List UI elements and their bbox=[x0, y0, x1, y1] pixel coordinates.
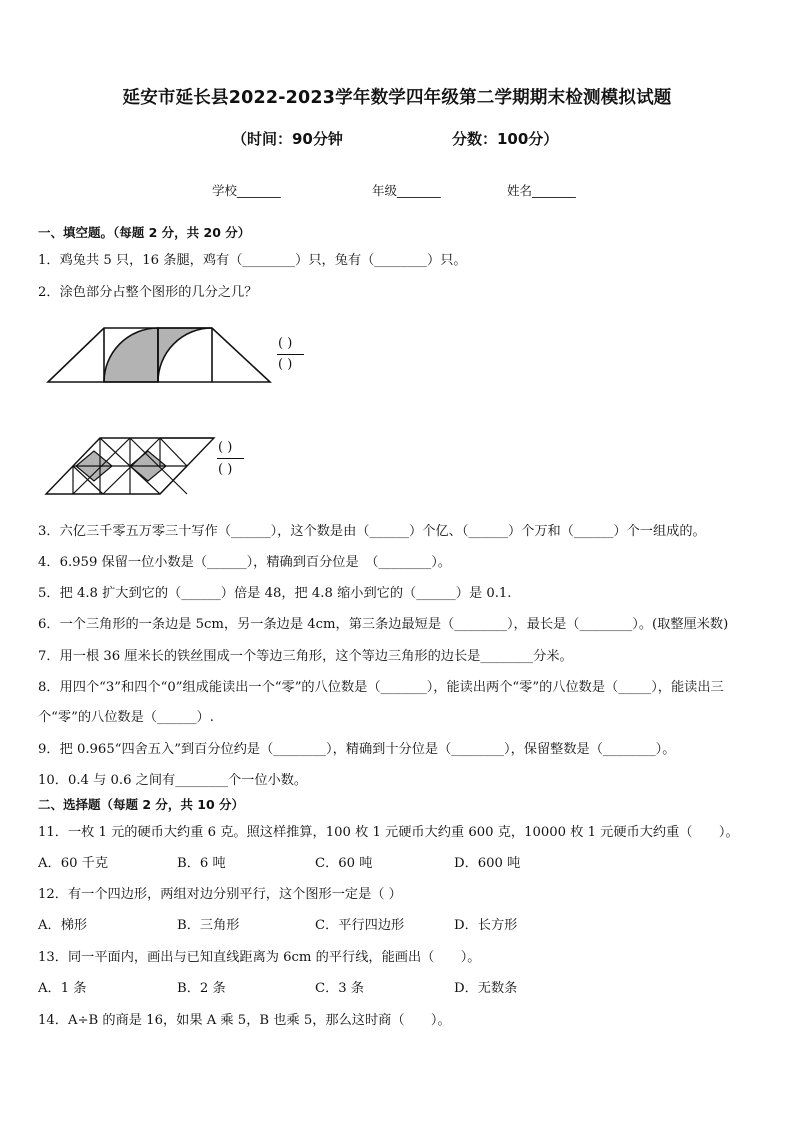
q12-option-a: A．梯形 bbox=[38, 918, 88, 933]
section-fill-blank-heading: 一、填空题。（每题 2 分，共 20 分） bbox=[38, 225, 251, 240]
fraction-bar-2 bbox=[217, 458, 244, 459]
question-2: 2．涂色部分占整个图形的几分之几？ bbox=[38, 285, 258, 300]
question-1: 1．鸡兔共 5 只，16 条腿，鸡有（________）只，兔有（________）只。 bbox=[38, 253, 467, 268]
question-12: 12．有一个四边形，两组对边分别平行，这个图形一定是（ ） bbox=[38, 887, 402, 902]
page-title: 延安市延长县2022-2023学年数学四年级第二学期期末检测模拟试题 bbox=[122, 88, 672, 108]
question-8-continued: 个“零”的八位数是（______）. bbox=[38, 710, 214, 725]
q13-option-c: C．3 条 bbox=[315, 981, 365, 996]
question-5: 5．把 4.8 扩大到它的（______）倍是 48，把 4.8 缩小到它的（______）是 0.1. bbox=[38, 586, 512, 601]
question-8: 8．用四个“3”和四个“0”组成能读出一个“零”的八位数是（_______），能读出两个“零”的八位数是（_____），能读出三 bbox=[38, 680, 724, 695]
q11-option-d: D．600 吨 bbox=[454, 856, 521, 871]
fraction-bar-1 bbox=[277, 354, 304, 355]
q13-option-d: D．无数条 bbox=[454, 981, 518, 996]
q12-option-b: B．三角形 bbox=[177, 918, 240, 933]
answer-fraction-1-numerator: ( ) bbox=[278, 336, 293, 351]
exam-score: 分数：100分） bbox=[452, 130, 559, 148]
question-6: 6．一个三角形的一条边是 5cm，另一条边是 4cm，第三条边最短是（________），最长是（________）。(取整厘米数) bbox=[38, 617, 729, 632]
q13-option-b: B．2 条 bbox=[177, 981, 226, 996]
trapezoid-figure bbox=[40, 320, 280, 390]
q12-option-c: C．平行四边形 bbox=[315, 918, 405, 933]
answer-fraction-2-denominator: ( ) bbox=[218, 462, 233, 477]
q11-option-b: B．6 吨 bbox=[177, 856, 226, 871]
question-14: 14．A÷B 的商是 16，如果 A 乘 5，B 也乘 5，那么这时商（ ）。 bbox=[38, 1013, 451, 1028]
name-field: 姓名_______ bbox=[507, 183, 576, 198]
grade-field: 年级_______ bbox=[372, 183, 441, 198]
question-4: 4．6.959 保留一位小数是（______），精确到百分位是 （________）。 bbox=[38, 555, 451, 570]
answer-fraction-2-numerator: ( ) bbox=[218, 440, 233, 455]
q12-option-d: D．长方形 bbox=[454, 918, 518, 933]
parallelogram-figure bbox=[40, 430, 220, 500]
question-3: 3．六亿三千零五万零三十写作（______），这个数是由（______）个亿、（______）个万和（______）个一组成的。 bbox=[38, 524, 706, 539]
answer-fraction-1-denominator: ( ) bbox=[278, 357, 293, 372]
question-13: 13．同一平面内，画出与已知直线距离为 6cm 的平行线，能画出（ ）。 bbox=[38, 950, 481, 965]
question-9: 9．把 0.965“四舍五入”到百分位约是（________），精确到十分位是（________），保留整数是（________）。 bbox=[38, 742, 676, 757]
q13-option-a: A．1 条 bbox=[38, 981, 87, 996]
question-11: 11．一枚 1 元的硬币大约重 6 克。照这样推算，100 枚 1 元硬币大约重 600 克，10000 枚 1 元硬币大约重（ ）。 bbox=[38, 825, 739, 840]
q11-option-a: A．60 千克 bbox=[38, 856, 109, 871]
q11-option-c: C．60 吨 bbox=[315, 856, 373, 871]
question-10: 10．0.4 与 0.6 之间有________个一位小数。 bbox=[38, 773, 308, 788]
exam-time: （时间：90分钟 bbox=[232, 130, 343, 148]
school-field: 学校_______ bbox=[212, 183, 281, 198]
section-choice-heading: 二、选择题（每题 2 分，共 10 分） bbox=[38, 797, 245, 812]
question-7: 7．用一根 36 厘米长的铁丝围成一个等边三角形，这个等边三角形的边长是________分米。 bbox=[38, 649, 573, 664]
